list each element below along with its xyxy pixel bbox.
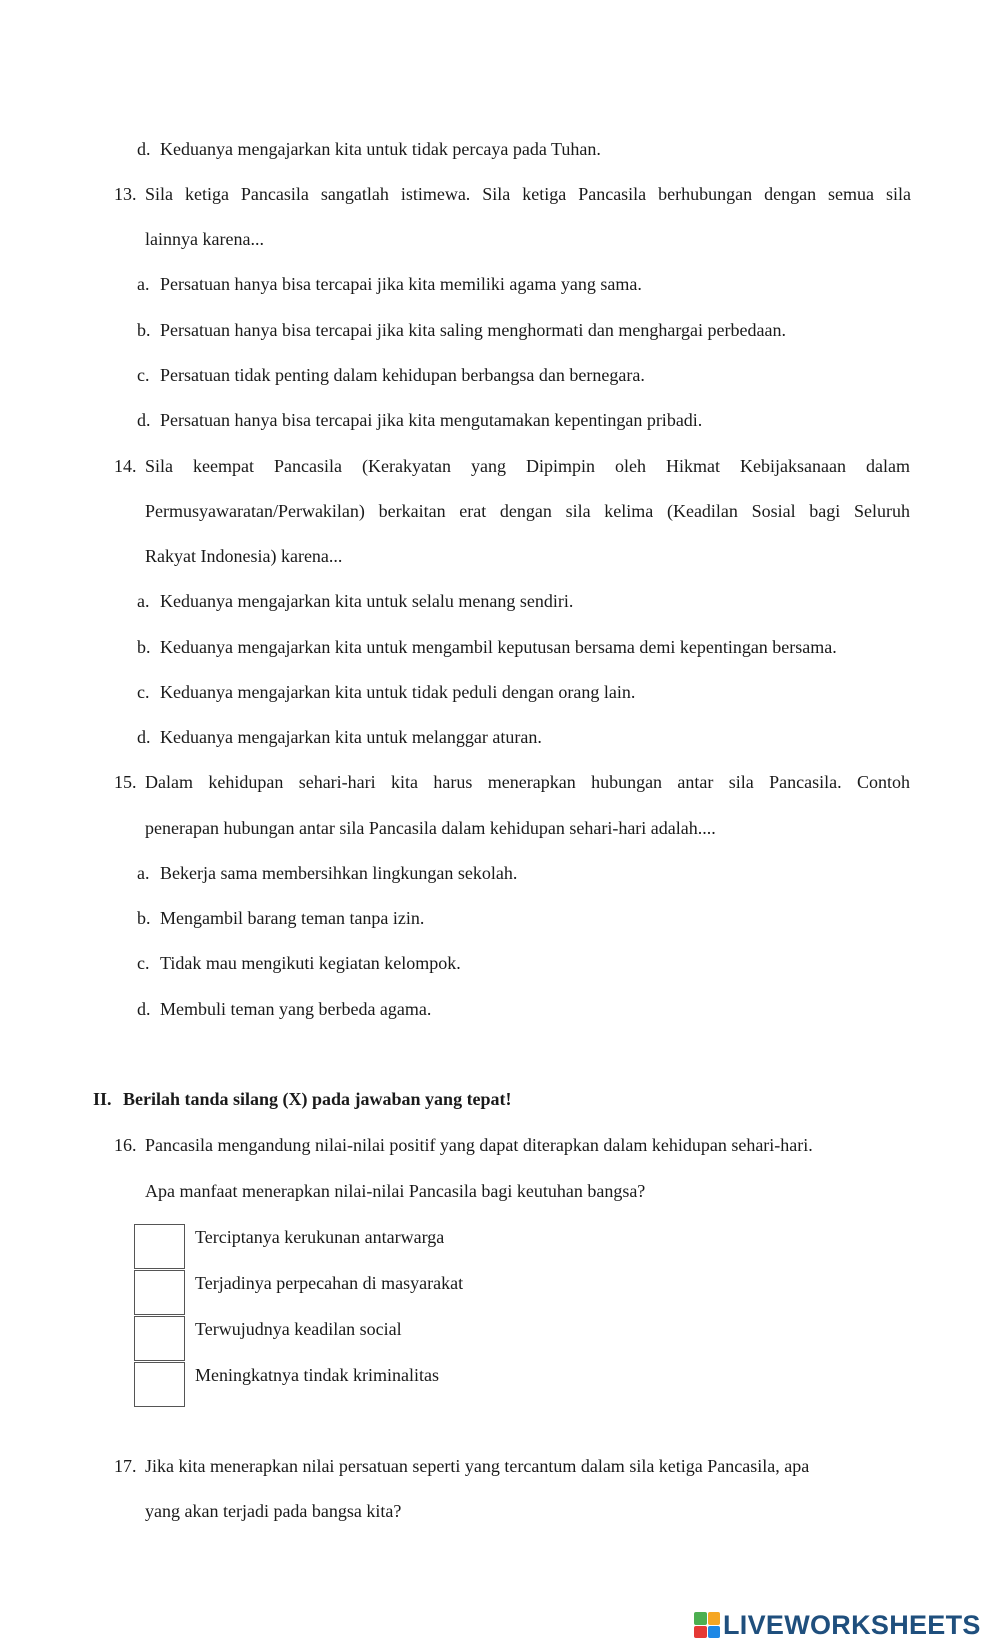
option-letter: a. <box>137 274 150 294</box>
option-letter: d. <box>137 410 151 430</box>
answer-checkbox[interactable] <box>134 1224 185 1269</box>
option-letter: d. <box>137 727 151 747</box>
option-letter: c. <box>137 953 150 973</box>
question-text: penerapan hubungan antar sila Pancasila dalam kehidupan sehari-hari adalah.... <box>145 818 716 838</box>
option-text: Tidak mau mengikuti kegiatan kelompok. <box>160 953 461 973</box>
question-number: 17. <box>114 1456 137 1476</box>
question-text: Permusyawaratan/Perwakilan) berkaitan erat dengan sila kelima (Keadilan Sosial bagi Seluruh <box>145 501 910 521</box>
option-letter: d. <box>137 139 151 159</box>
liveworksheets-icon <box>694 1612 720 1638</box>
option-text: Persatuan hanya bisa tercapai jika kita saling menghormati dan menghargai perbedaan. <box>160 320 786 340</box>
question-text: Dalam kehidupan sehari-hari kita harus menerapkan hubungan antar sila Pancasila. Contoh <box>145 772 910 792</box>
question-number: 14. <box>114 456 137 476</box>
answer-checkbox[interactable] <box>134 1316 185 1361</box>
option-text: Membuli teman yang berbeda agama. <box>160 999 432 1019</box>
question-text: Pancasila mengandung nilai-nilai positif yang dapat diterapkan dalam kehidupan sehari-hari. <box>145 1135 813 1155</box>
choice-label: Meningkatnya tindak kriminalitas <box>195 1365 439 1385</box>
question-number: 13. <box>114 184 137 204</box>
option-text: Persatuan hanya bisa tercapai jika kita mengutamakan kepentingan pribadi. <box>160 410 703 430</box>
section-title: Berilah tanda silang (X) pada jawaban yang tepat! <box>123 1089 512 1109</box>
liveworksheets-logo <box>694 1608 981 1642</box>
question-text: lainnya karena... <box>145 229 264 249</box>
question-number: 15. <box>114 772 137 792</box>
option-text: Keduanya mengajarkan kita untuk mengambil keputusan bersama demi kepentingan bersama. <box>160 637 837 657</box>
choice-label: Terjadinya perpecahan di masyarakat <box>195 1273 464 1293</box>
question-text: Jika kita menerapkan nilai persatuan seperti yang tercantum dalam sila ketiga Pancasila, apa <box>145 1456 810 1476</box>
option-text: Persatuan hanya bisa tercapai jika kita memiliki agama yang sama. <box>160 274 642 294</box>
question-text: Apa manfaat menerapkan nilai-nilai Pancasila bagi keutuhan bangsa? <box>145 1181 646 1201</box>
section-numeral: II. <box>93 1089 112 1109</box>
option-text: Persatuan tidak penting dalam kehidupan berbangsa dan bernegara. <box>160 365 645 385</box>
choice-label: Terwujudnya keadilan social <box>195 1319 402 1339</box>
option-letter: b. <box>137 637 151 657</box>
option-text: Keduanya mengajarkan kita untuk tidak peduli dengan orang lain. <box>160 682 636 702</box>
option-letter: b. <box>137 908 151 928</box>
option-text: Bekerja sama membersihkan lingkungan sekolah. <box>160 863 518 883</box>
option-letter: a. <box>137 863 150 883</box>
question-number: 16. <box>114 1135 137 1155</box>
question-text: Sila ketiga Pancasila sangatlah istimewa. Sila ketiga Pancasila berhubungan dengan semua sila <box>145 184 911 204</box>
option-text: Keduanya mengajarkan kita untuk selalu menang sendiri. <box>160 591 574 611</box>
option-letter: c. <box>137 682 150 702</box>
option-letter: d. <box>137 999 151 1019</box>
option-letter: b. <box>137 320 151 340</box>
option-letter: c. <box>137 365 150 385</box>
question-text: yang akan terjadi pada bangsa kita? <box>145 1501 402 1521</box>
option-text: Keduanya mengajarkan kita untuk melanggar aturan. <box>160 727 542 747</box>
option-letter: a. <box>137 591 150 611</box>
option-text: Keduanya mengajarkan kita untuk tidak percaya pada Tuhan. <box>160 139 601 159</box>
option-text: Mengambil barang teman tanpa izin. <box>160 908 425 928</box>
question-text: Sila keempat Pancasila (Kerakyatan yang Dipimpin oleh Hikmat Kebijaksanaan dalam <box>145 456 910 476</box>
choice-label: Terciptanya kerukunan antarwarga <box>195 1227 445 1247</box>
question-text: Rakyat Indonesia) karena... <box>145 546 343 566</box>
brand-name: LIVEWORKSHEETS <box>723 1609 981 1640</box>
answer-checkbox[interactable] <box>134 1362 185 1407</box>
answer-checkbox[interactable] <box>134 1270 185 1315</box>
